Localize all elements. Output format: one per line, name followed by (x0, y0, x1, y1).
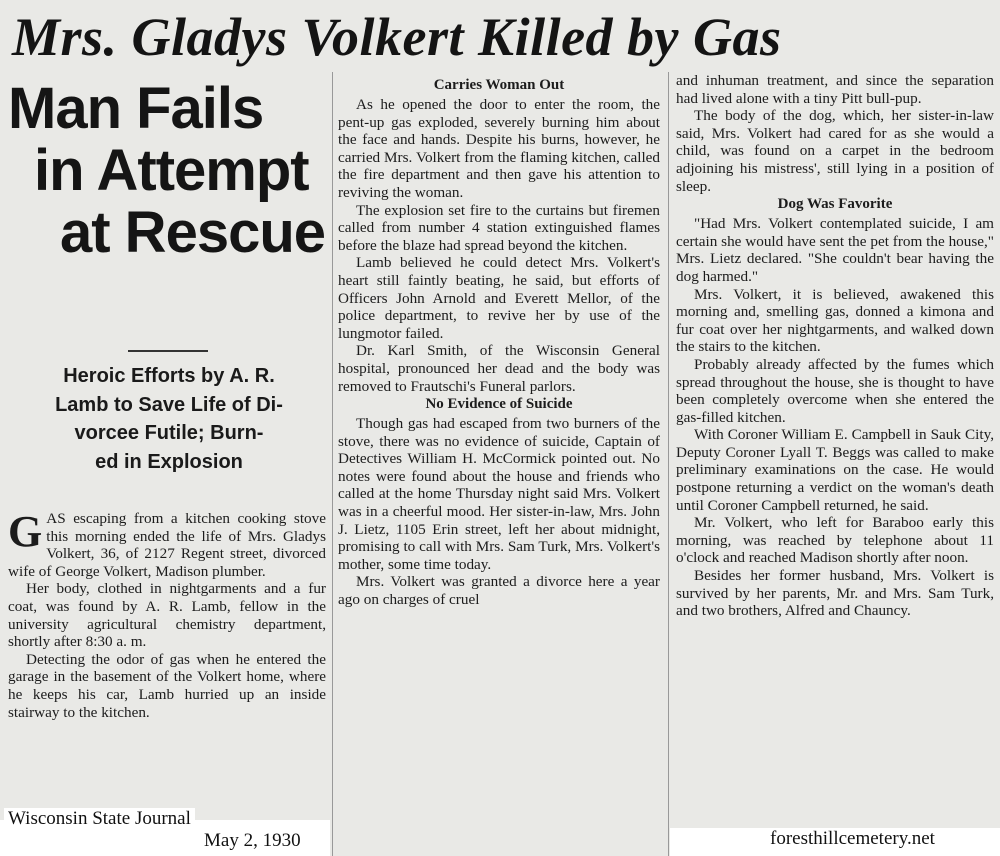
main-headline (8, 78, 330, 264)
headline-line: at Rescue (60, 200, 326, 265)
banner-headline: Mrs. Gladys Volkert Killed by Gas (12, 7, 782, 67)
source-caption: Wisconsin State Journal (4, 808, 195, 830)
column-divider (332, 72, 333, 856)
deck-line: Lamb to Save Life of Di- (55, 393, 283, 416)
section-heading: Dog Was Favorite (777, 196, 893, 213)
paragraph: Mrs. Volkert was granted a divorce here a year ago on charges of cruel (338, 573, 660, 609)
section-heading: Carries Woman Out (433, 77, 565, 93)
paragraph: The body of the dog, which, her sister-in-law said, Mrs. Volkert had cared for as she would a child, was found on a carpet in the bedroom adjoining his mistress', still lying in a position of sleep. (676, 107, 994, 195)
headline-rule (128, 350, 208, 352)
drop-cap: G (8, 507, 43, 556)
headline-line: Man Fails (8, 76, 264, 141)
paragraph: The explosion set fire to the curtains but firemen called from number 4 station extinguished flames before the blaze had spread beyond the kitchen. (338, 201, 660, 254)
paragraph: "Had Mrs. Volkert contemplated suicide, I am certain she would have sent the pet from the house," Mrs. Lietz declared. "She couldn't bear having the dog harmed." (676, 215, 994, 285)
deck-line: Heroic Efforts by A. R. (63, 365, 275, 387)
headline-line: in Attempt (34, 138, 309, 203)
deck-line: ed in Explosion (95, 450, 243, 473)
paragraph: Dr. Karl Smith, of the Wisconsin General hospital, pronounced her dead and the body was removed to Frautschi's Funeral parlors. (338, 342, 660, 395)
column-divider (668, 72, 669, 856)
paragraph: Probably already affected by the fumes which spread throughout the house, she is thought to have been completely overcome when she entered the gas-filled kitchen. (676, 355, 994, 426)
date-caption: May 2, 1930 (200, 830, 305, 852)
article-column-3 (676, 72, 994, 620)
paragraph: Lamb believed he could detect Mrs. Volkert's heart still faintly beating, he said, but efforts of Officers John Arnold and Everett Mellor, of the police department, to revive her by use of the lungmotor failed. (338, 254, 660, 342)
lead-paragraph (8, 507, 326, 580)
paragraph: As he opened the door to enter the room, the pent-up gas exploded, severely burning him about the face and hands. Despite his burns, however, he carried Mrs. Volkert from the flaming kitchen, called the fire department and then gave his attention to reviving the woman. (338, 96, 660, 201)
paragraph: Besides her former husband, Mrs. Volkert is survived by her parents, Mr. and Mrs. Sam Turk, and two brothers, Alfred and Chauncy. (676, 567, 994, 620)
lead-text: AS escaping from a kitchen cooking stove this morning ended the life of Mrs. Gladys Volkert, 36, of 2127 Regent street, divorced wife of George Volkert, Madison plumber. (8, 510, 326, 580)
paragraph: Detecting the odor of gas when he entered the garage in the basement of the Volkert home, where he keeps his car, Lamb hurried up an inside stairway to the kitchen. (8, 650, 326, 721)
paragraph: Mr. Volkert, who left for Baraboo early this morning, was reached by telephone about 11 o'clock and reached Madison shortly after noon. (676, 514, 994, 567)
website-caption: foresthillcemetery.net (764, 828, 941, 850)
paragraph: With Coroner William E. Campbell in Sauk City, Deputy Coroner Lyall T. Beggs was called to make preliminary examinations on the case. He would postpone returning a verdict on the woman's death until Coroner Campbell returned, he said. (676, 426, 994, 514)
paragraph: Though gas had escaped from two burners of the stove, there was no evidence of suicide, Captain of Detectives William H. McCormick pointed out. No notes were found about the house and friends who called at the home Thursday night said Mrs. Volkert was in a cheerful mood. Her sister-in-law, Mrs. John J. Lietz, 1105 Erin street, left her about midnight, promising to call with Mrs. Sam Turk, Mrs. Volkert's mother, some time today. (338, 415, 660, 573)
paragraph: Mrs. Volkert, it is believed, awakened this morning and, smelling gas, donned a kimona and fur coat over her nightgarments, and walked down the stairs to the kitchen. (676, 285, 994, 356)
subheadline-deck (8, 362, 330, 476)
article-column-2 (338, 76, 660, 609)
paragraph: Her body, clothed in nightgarments and a fur coat, was found by A. R. Lamb, fellow in the university agricultural chemistry department, shortly after 8:30 a. m. (8, 580, 326, 651)
article-column-1 (8, 507, 326, 721)
deck-line: vorcee Futile; Burn- (74, 422, 264, 444)
section-heading: No Evidence of Suicide (425, 396, 573, 413)
paragraph: and inhuman treatment, and since the separation had lived alone with a tiny Pitt bull-pup. (676, 72, 994, 107)
